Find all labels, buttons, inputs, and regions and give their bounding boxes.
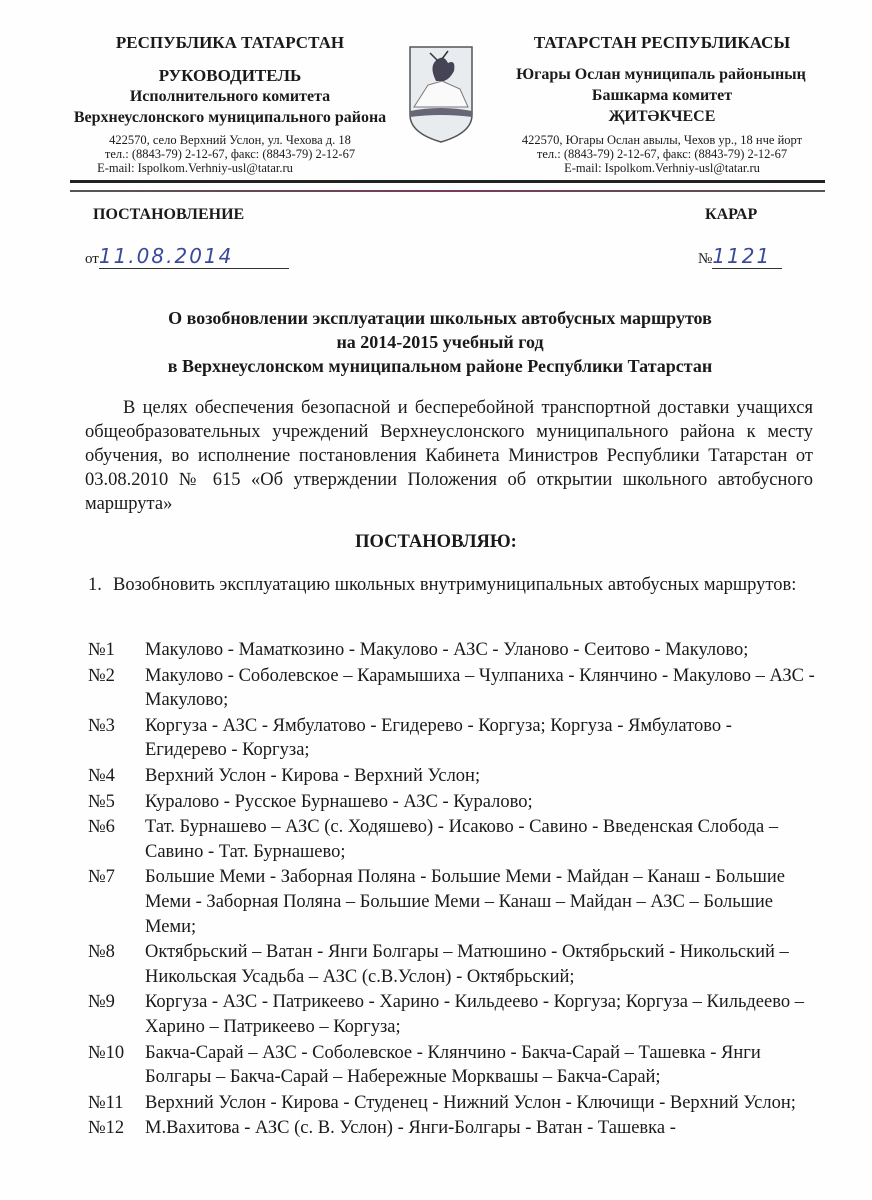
right-phone: тел.: (8843-79) 2-12-67, факс: (8843-79) 2-12-67 bbox=[536, 147, 788, 161]
route-text: Макулово - Маматкозино - Макулово - АЗС - Уланово - Сеитово - Макулово; bbox=[145, 640, 749, 660]
route-text: Коргуза - АЗС - Патрикеево - Харино - Кильдеево - Коргуза; Коргуза – Кильдеево – Харино – Патрикеево – Коргуза; bbox=[145, 992, 804, 1037]
route-text: Бакча-Сарай – АЗС - Соболевское - Клянчино - Бакча-Сарай – Ташевка - Янги Болгары – Бакча-Сарай – Набережные Морквашы – Бакча-Сарай; bbox=[145, 1042, 761, 1088]
route-item bbox=[88, 815, 818, 864]
coat-of-arms-emblem bbox=[408, 45, 474, 143]
route-item bbox=[88, 638, 818, 663]
route-text: М.Вахитова - АЗС (с. В. Услон) - Янги-Болгары - Ватан - Ташевка - bbox=[145, 1118, 676, 1139]
right-org2: Башкарма комитет bbox=[591, 87, 733, 104]
left-org1: Исполнительного комитета bbox=[129, 88, 331, 105]
right-position: ҖИТӘКЧЕСЕ bbox=[608, 108, 716, 125]
route-text: Верхний Услон - Кирова - Студенец - Нижний Услон - Ключищи - Верхний Услон; bbox=[145, 1092, 796, 1113]
route-text: Октябрьский – Ватан - Янги Болгары – Матюшино - Октябрьский - Никольский – Никольская Усадьба – АЗС (с.В.Услон) - Октябрьский; bbox=[145, 942, 789, 987]
route-number: №1 bbox=[88, 640, 115, 660]
route-item bbox=[88, 664, 818, 713]
route-number: №5 bbox=[88, 791, 115, 812]
header-divider-thick bbox=[70, 180, 825, 183]
route-item bbox=[88, 940, 818, 989]
route-number: №9 bbox=[88, 992, 115, 1013]
left-address: 422570, село Верхний Услон, ул. Чехова д. 18 bbox=[109, 133, 351, 147]
left-email: E-mail: Ispolkom.Verhniy-usl@tatar.ru bbox=[97, 161, 293, 175]
route-text: Макулово - Соболевское – Карамышиха – Чулпаниха - Клянчино - Макулово – АЗС - Макулово; bbox=[145, 665, 815, 711]
route-number: №3 bbox=[88, 715, 115, 736]
route-text: Верхний Услон - Кирова - Верхний Услон; bbox=[145, 765, 481, 786]
route-text: Куралово - Русское Бурнашево - АЗС - Куралово; bbox=[145, 791, 533, 812]
route-text: Тат. Бурнашево – АЗС (с. Ходяшево) - Исаково - Савино - Введенская Слобода – Савино - Тат. Бурнашево; bbox=[145, 817, 779, 862]
item-text: Возобновить эксплуатацию школьных внутримуниципальных автобусных маршрутов: bbox=[113, 575, 797, 595]
route-number: №8 bbox=[88, 942, 115, 963]
doc-number: 1121 bbox=[712, 244, 772, 268]
route-item bbox=[88, 1041, 818, 1090]
route-number: №12 bbox=[88, 1118, 125, 1139]
left-position: РУКОВОДИТЕЛЬ bbox=[158, 66, 302, 85]
document-title bbox=[80, 306, 800, 378]
date-prefix: от bbox=[85, 251, 99, 267]
route-item bbox=[88, 1116, 818, 1141]
route-list bbox=[88, 638, 818, 1142]
left-phone: тел.: (8843-79) 2-12-67, факс: (8843-79) 2-12-67 bbox=[104, 147, 356, 161]
right-email: E-mail: Ispolkom.Verhniy-usl@tatar.ru bbox=[564, 161, 760, 175]
route-item bbox=[88, 865, 818, 939]
route-item bbox=[88, 990, 818, 1039]
route-number: №10 bbox=[88, 1042, 125, 1063]
right-org1: Югары Ослан муниципаль районының bbox=[516, 66, 806, 83]
item-number: 1. bbox=[88, 575, 102, 595]
doc-date: 11.08.2014 bbox=[98, 244, 234, 268]
title-line: О возобновлении эксплуатации школьных автобусных маршрутов bbox=[168, 308, 712, 328]
doc-type-tt: КАРАР bbox=[705, 206, 758, 223]
right-country: ТАТАРСТАН РЕСПУБЛИКАСЫ bbox=[533, 33, 791, 52]
right-address: 422570, Югары Ослан авылы, Чехов ур., 18 нче йорт bbox=[521, 133, 803, 147]
title-line: на 2014-2015 учебный год bbox=[336, 332, 544, 352]
header-divider-thin bbox=[70, 190, 825, 192]
preamble: В целях обеспечения безопасной и бесперебойной транспортной доставки учащихся общеобразовательных учреждений Верхнеуслонского муниципального района к месту обучения, во исполнение постановления Кабинета Министров Республики Татарстан от 03.08.2010 № 615 «Об утверждении Положения об открытии школьного автобусного маршрута» bbox=[85, 398, 813, 514]
route-number: №11 bbox=[88, 1092, 124, 1113]
left-org2: Верхнеуслонского муниципального района bbox=[73, 109, 387, 126]
left-country: РЕСПУБЛИКА ТАТАРСТАН bbox=[115, 33, 345, 52]
route-item bbox=[88, 714, 818, 763]
number-prefix: № bbox=[698, 251, 713, 267]
route-item bbox=[88, 790, 818, 815]
route-number: №7 bbox=[88, 867, 115, 888]
route-item bbox=[88, 1091, 818, 1116]
doc-date-line bbox=[85, 244, 289, 269]
decree-heading: ПОСТАНОВЛЯЮ: bbox=[355, 532, 517, 552]
doc-type-ru: ПОСТАНОВЛЕНИЕ bbox=[93, 206, 245, 223]
route-item bbox=[88, 764, 818, 789]
doc-number-line bbox=[698, 244, 782, 269]
item-1 bbox=[88, 573, 808, 597]
route-number: №4 bbox=[88, 765, 115, 786]
route-number: №6 bbox=[88, 817, 115, 838]
title-line: в Верхнеуслонском муниципальном районе Республики Татарстан bbox=[167, 356, 713, 376]
route-text: Большие Меми - Заборная Поляна - Большие Меми - Майдан – Канаш - Большие Меми - Заборная Поляна – Большие Меми – Канаш – Майдан – АЗС – Большие Меми; bbox=[145, 867, 786, 937]
route-text: Коргуза - АЗС - Ямбулатово - Егидерево - Коргуза; Коргуза - Ямбулатово - Егидерево - Коргуза; bbox=[145, 715, 732, 761]
route-number: №2 bbox=[88, 665, 115, 686]
